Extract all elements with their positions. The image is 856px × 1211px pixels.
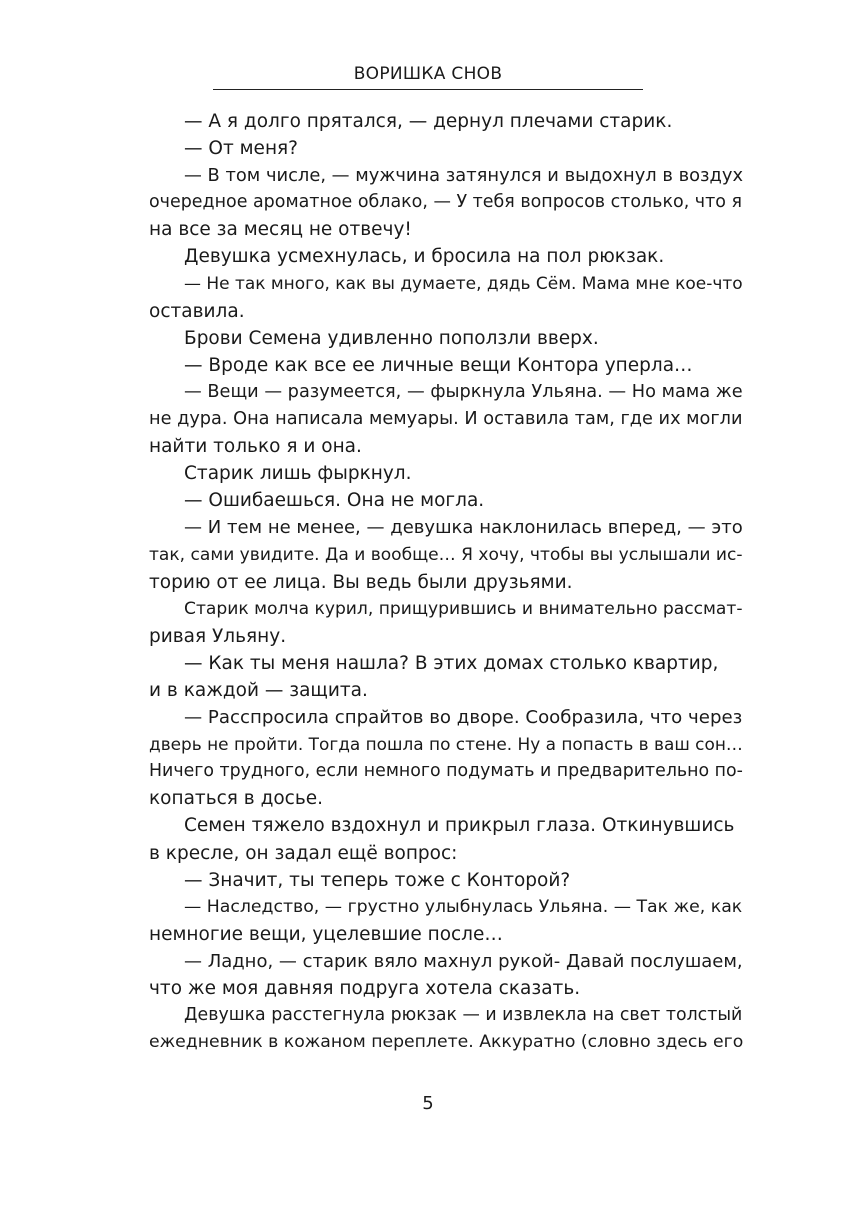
text-line: — Значит, ты теперь тоже с Конторой? bbox=[184, 869, 571, 891]
text-line: — Расспросила спрайтов во дворе. Сообразила, что через bbox=[184, 707, 743, 729]
text-line: Старик лишь фыркнул. bbox=[184, 463, 412, 485]
text-line: — А я долго прятался, — дернул плечами старик. bbox=[184, 111, 673, 132]
text-line: — И тем не менее, — девушка наклонилась вперед, — это bbox=[184, 517, 743, 539]
page-number: 5 bbox=[422, 1093, 434, 1114]
text-line: Брови Семена удивленно поползли вверх. bbox=[184, 327, 599, 349]
text-line: ривая Ульяну. bbox=[149, 625, 287, 647]
text-line: Девушка расстегнула рюкзак — и извлекла на свет толстый bbox=[184, 1005, 743, 1026]
text-line: — Наследство, — грустно улыбнулась Ульяна. — Так же, как bbox=[184, 896, 743, 917]
text-line: дверь не пройти. Тогда пошла по стене. Ну а попасть в ваш сон… bbox=[149, 734, 743, 755]
text-line: что же моя давняя подруга хотела сказать. bbox=[149, 978, 581, 999]
text-line: — В том числе, — мужчина затянулся и выдохнул в воздух bbox=[184, 165, 744, 187]
text-line: — Как ты меня нашла? В этих домах столько квартир, bbox=[184, 652, 719, 674]
text-line: торию от ее лица. Вы ведь были друзьями. bbox=[149, 571, 573, 593]
text-line: Старик молча курил, прищурившись и внимательно рассмат- bbox=[184, 598, 743, 619]
text-line: — Ладно, — старик вяло махнул рукой- Давай послушаем, bbox=[184, 950, 743, 972]
text-line: на все за месяц не отвечу! bbox=[149, 219, 412, 241]
text-line: — От меня? bbox=[184, 138, 298, 160]
text-line: — Вещи — разумеется, — фыркнула Ульяна. — Но мама же bbox=[184, 381, 743, 402]
text-line: так, сами увидите. Да и вообще… Я хочу, чтобы вы услышали ис- bbox=[149, 544, 743, 565]
text-line: Семен тяжело вздохнул и прикрыл глаза. Откинувшись bbox=[184, 815, 735, 837]
text-line: — Вроде как все ее личные вещи Контора уперла… bbox=[184, 354, 693, 376]
text-line: копаться в досье. bbox=[149, 788, 324, 810]
text-line: и в каждой — защита. bbox=[149, 679, 368, 701]
text-line: немногие вещи, уцелевшие после… bbox=[149, 923, 503, 945]
text-line: в кресле, он задал ещё вопрос: bbox=[149, 842, 458, 864]
running-header: ВОРИШКА СНОВ bbox=[213, 64, 643, 90]
text-line: ежедневник в кожаном переплете. Аккуратно (словно здесь его bbox=[149, 1032, 744, 1053]
text-line: оставила. bbox=[149, 300, 245, 322]
body-text bbox=[149, 108, 743, 1056]
text-line: Ничего трудного, если немного подумать и предварительно по- bbox=[149, 761, 743, 782]
text-line: Девушка усмехнулась, и бросила на пол рюкзак. bbox=[184, 246, 665, 268]
text-line: не дура. Она написала мемуары. И оставила там, где их могли bbox=[149, 409, 743, 430]
text-line: — Ошибаешься. Она не могла. bbox=[184, 490, 485, 512]
text-line: — Не так много, как вы думаете, дядь Сём. Мама мне кое-что bbox=[184, 273, 743, 294]
text-line: очередное ароматное облако, — У тебя вопросов столько, что я bbox=[149, 192, 742, 213]
text-line: найти только я и она. bbox=[149, 436, 362, 458]
